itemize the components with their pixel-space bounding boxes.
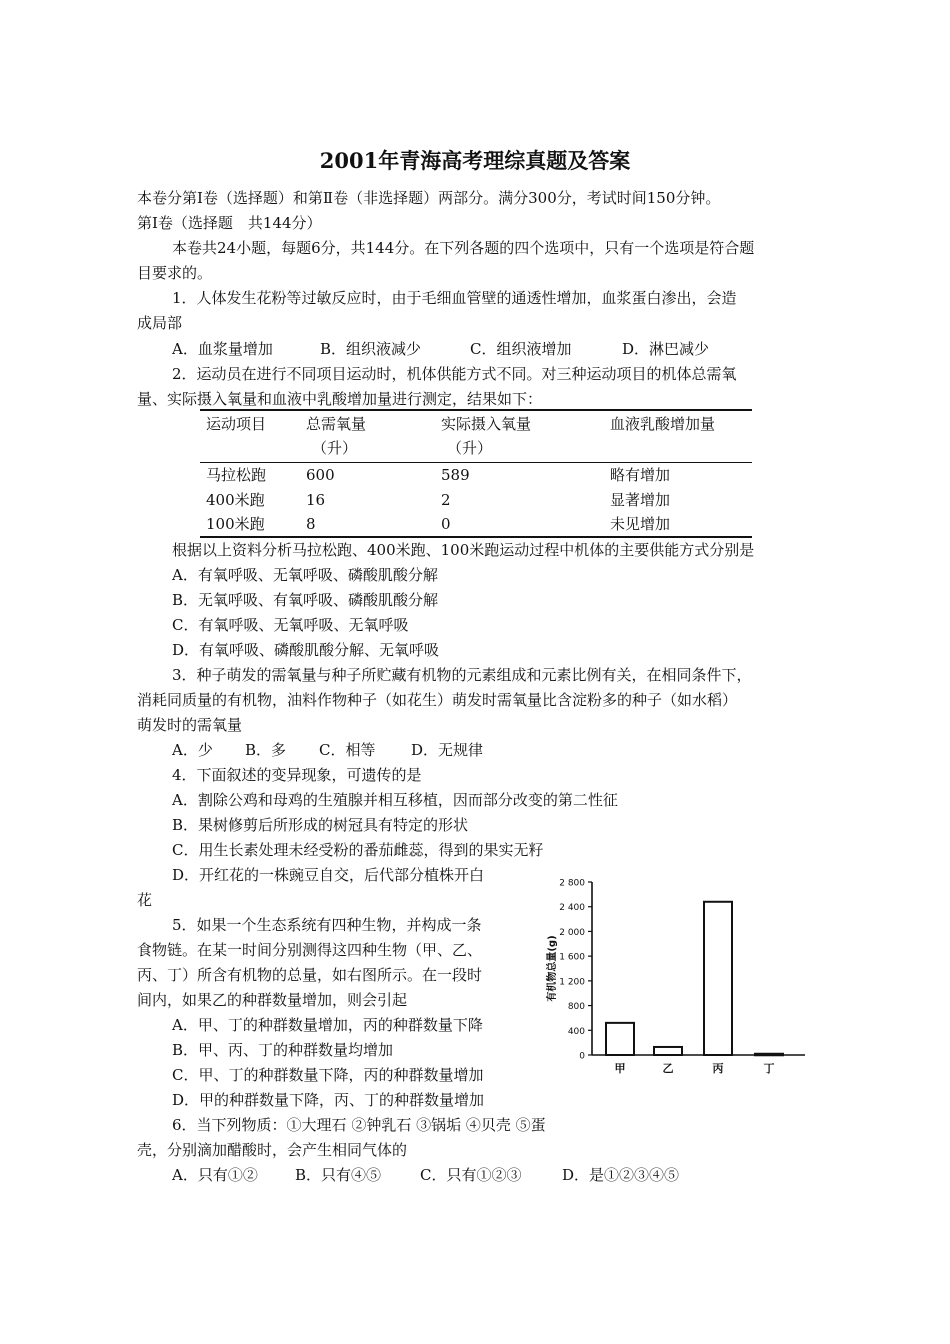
q3-option-b: B．多 [245, 741, 287, 759]
table-cell: 2 [441, 491, 451, 509]
y-tick-label: 800 [567, 1002, 585, 1013]
y-tick-label: 1 200 [559, 977, 585, 988]
q5-stem-line-1: 5．如果一个生态系统有四种生物，并构成一条 [172, 916, 482, 934]
q1-option-a: A．血浆量增加 [172, 340, 273, 358]
q3-option-c: C．相等 [319, 741, 376, 759]
table-bottom-rule [200, 536, 752, 538]
q2-option-b: B．无氧呼吸、有氧呼吸、磷酸肌酸分解 [172, 591, 439, 609]
y-axis-label: 有机物总量(g) [547, 935, 558, 1002]
q2-option-c: C．有氧呼吸、无氧呼吸、无氧呼吸 [172, 616, 409, 634]
table-cell: 400米跑 [206, 491, 265, 509]
q4-stem: 4．下面叙述的变异现象，可遗传的是 [172, 766, 422, 784]
table-top-rule [200, 409, 752, 411]
table-cell: 略有增加 [610, 466, 671, 484]
table-cell: 显著增加 [610, 491, 671, 509]
table-cell: 未见增加 [610, 515, 671, 533]
q5-stem-line-2: 食物链。在某一时间分别测得这四种生物（甲、乙、 [137, 941, 483, 959]
instructions-line-2: 目要求的。 [137, 264, 213, 282]
table-cell: 马拉松跑 [206, 466, 267, 484]
q4-option-d: D．开红花的一株豌豆自交，后代部分植株开白 [172, 866, 485, 884]
q1-stem-line-2: 成局部 [137, 314, 183, 332]
section-heading: 第Ⅰ卷（选择题 共144分） [137, 214, 322, 232]
q5-option-d: D．甲的种群数量下降，丙、丁的种群数量增加 [172, 1091, 485, 1109]
q6-option-c: C．只有①②③ [420, 1166, 522, 1184]
q2-stem-line-2: 量、实际摄入氧量和血液中乳酸增加量进行测定，结果如下： [137, 390, 543, 408]
exam-intro: 本卷分第Ⅰ卷（选择题）和第Ⅱ卷（非选择题）两部分。满分300分，考试时间150分钟。 [137, 189, 721, 207]
bar-1 [606, 1023, 634, 1055]
q6-stem-line-1: 6．当下列物质：①大理石 ②钟乳石 ③锅垢 ④贝壳 ⑤蛋 [172, 1116, 546, 1134]
q2-stem-line-1: 2．运动员在进行不同项目运动时，机体供能方式不同。对三种运动项目的机体总需氧 [172, 365, 737, 383]
x-category-label: 乙 [662, 1062, 674, 1075]
instructions-line-1: 本卷共24小题，每题6分，共144分。在下列各题的四个选项中，只有一个选项是符合题 [172, 239, 755, 257]
page-title: 2001年青海高考理综真题及答案 [319, 148, 631, 173]
table-cell: 8 [306, 515, 316, 533]
q3-stem-line-2: 消耗同质量的有机物，油料作物种子（如花生）萌发时需氧量比含淀粉多的种子（如水稻） [137, 691, 738, 709]
x-category-label: 甲 [614, 1062, 626, 1075]
organic-matter-bar-chart [535, 870, 815, 1080]
q5-stem-line-4: 间内，如果乙的种群数量增加，则会引起 [137, 991, 408, 1009]
table-cell: 100米跑 [206, 515, 265, 533]
y-tick-label: 0 [579, 1051, 585, 1062]
q3-stem-line-3: 萌发时的需氧量 [137, 716, 243, 734]
q1-stem-line-1: 1．人体发生花粉等过敏反应时，由于毛细血管壁的通透性增加，血浆蛋白渗出，会造 [172, 289, 737, 307]
q6-option-a: A．只有①② [172, 1166, 258, 1184]
table-header: 运动项目 [206, 415, 267, 433]
q4-option-a: A．割除公鸡和母鸡的生殖腺并相互移植，因而部分改变的第二性征 [172, 791, 618, 809]
y-tick-label: 1 600 [559, 952, 585, 963]
q1-option-d: D．淋巴减少 [622, 340, 710, 358]
q6-option-b: B．只有④⑤ [295, 1166, 382, 1184]
table-cell: 16 [306, 491, 326, 509]
q6-option-d: D．是①②③④⑤ [562, 1166, 680, 1184]
q2-question: 根据以上资料分析马拉松跑、400米跑、100米跑运动过程中机体的主要供能方式分别是 [172, 541, 755, 559]
table-header-unit: （升） [312, 439, 358, 457]
table-cell: 0 [441, 515, 451, 533]
x-category-label: 丙 [712, 1062, 724, 1075]
table-header: 实际摄入氧量 [441, 415, 532, 433]
q6-stem-line-2: 壳，分别滴加醋酸时，会产生相同气体的 [137, 1141, 408, 1159]
q3-option-d: D．无规律 [411, 741, 484, 759]
q5-option-c: C．甲、丁的种群数量下降，丙的种群数量增加 [172, 1066, 484, 1084]
q3-option-a: A．少 [172, 741, 213, 759]
q2-option-a: A．有氧呼吸、无氧呼吸、磷酸肌酸分解 [172, 566, 438, 584]
q3-stem-line-1: 3．种子萌发的需氧量与种子所贮藏有机物的元素组成和元素比例有关，在相同条件下， [172, 666, 752, 684]
table-cell: 589 [441, 466, 470, 484]
q2-option-d: D．有氧呼吸、磷酸肌酸分解、无氧呼吸 [172, 641, 440, 659]
q4-option-d-wrap: 花 [137, 891, 153, 909]
q1-option-c: C．组织液增加 [470, 340, 572, 358]
table-header-unit: （升） [447, 439, 493, 457]
q5-stem-line-3: 丙、丁）所含有机物的总量，如右图所示。在一段时 [137, 966, 483, 984]
bar-2 [654, 1047, 682, 1055]
x-category-label: 丁 [763, 1062, 775, 1075]
table-mid-rule [200, 462, 752, 463]
q4-option-b: B．果树修剪后所形成的树冠具有特定的形状 [172, 816, 469, 834]
q5-option-b: B．甲、丙、丁的种群数量均增加 [172, 1041, 394, 1059]
bar-3 [704, 902, 732, 1055]
y-tick-label: 2 400 [559, 903, 585, 914]
y-tick-label: 2 000 [559, 927, 585, 938]
q4-option-c: C．用生长素处理未经受粉的番茄雌蕊，得到的果实无籽 [172, 841, 544, 859]
q5-option-a: A．甲、丁的种群数量增加，丙的种群数量下降 [172, 1016, 483, 1034]
y-tick-label: 2 800 [559, 878, 585, 889]
y-tick-label: 400 [567, 1026, 585, 1037]
table-cell: 600 [306, 466, 335, 484]
table-header: 血液乳酸增加量 [610, 415, 716, 433]
q1-option-b: B．组织液减少 [320, 340, 422, 358]
table-header: 总需氧量 [306, 415, 367, 433]
bar-4 [755, 1054, 783, 1056]
